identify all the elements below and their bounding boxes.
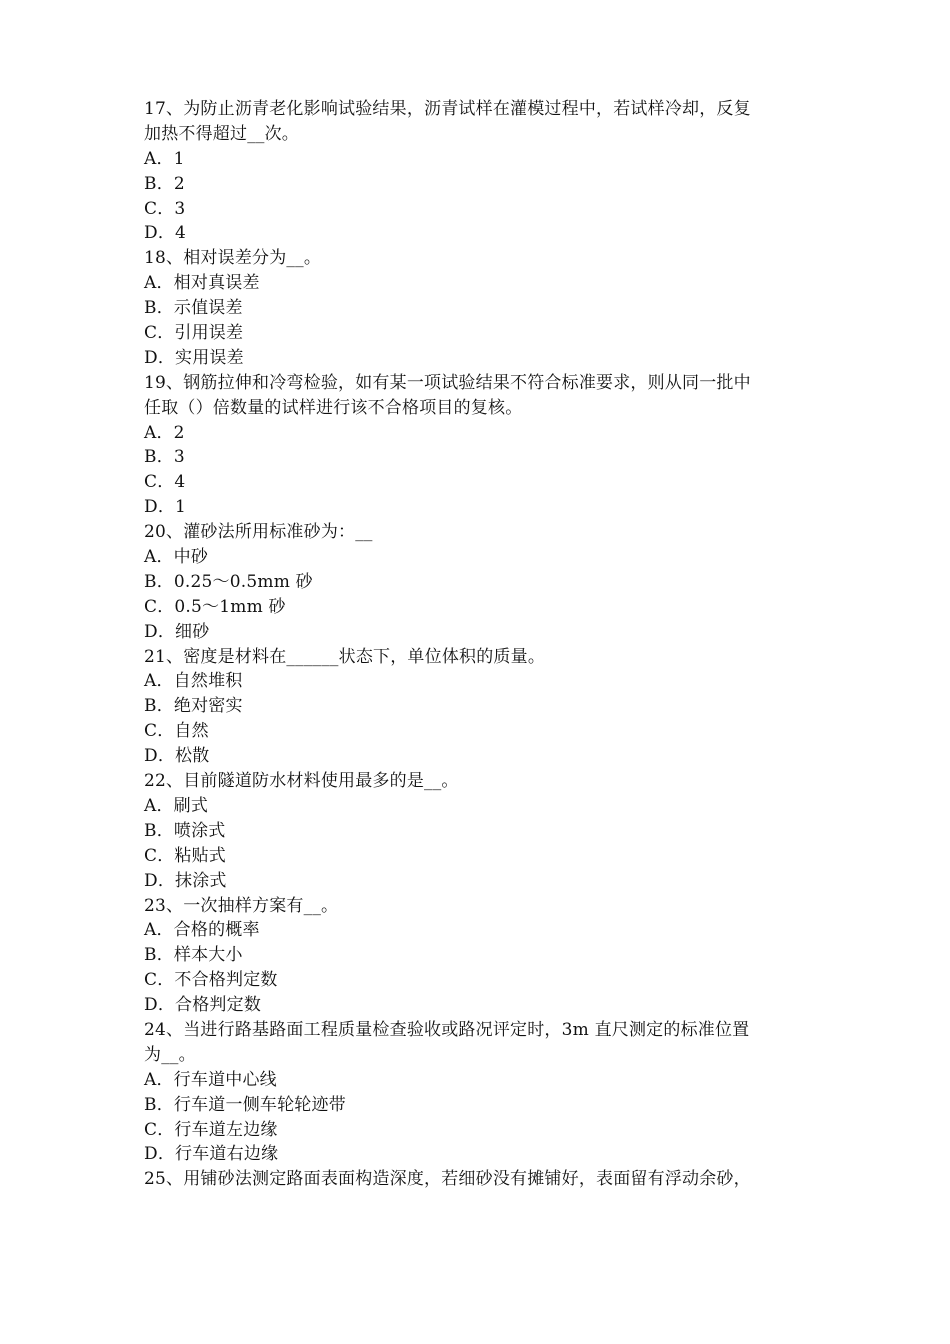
answer-option: C．粘贴式: [144, 845, 227, 866]
question-block: [144, 371, 824, 520]
question-list: [144, 97, 824, 1192]
answer-option: B．2: [144, 173, 185, 194]
answer-option: D．4: [144, 223, 187, 244]
answer-option: A．刷式: [144, 795, 209, 816]
answer-option: B．示值误差: [144, 298, 243, 319]
question-block: [144, 246, 824, 370]
question-stem-line: 为__。: [144, 1044, 196, 1065]
question-block: [144, 520, 824, 644]
answer-option: C．引用误差: [144, 323, 244, 344]
answer-option: B．0.25～0.5mm 砂: [144, 571, 313, 592]
question-stem-line: 25、用铺砂法测定路面表面构造深度，若细砂没有摊铺好，表面留有浮动余砂，: [144, 1169, 751, 1190]
answer-option: C．0.5～1mm 砂: [144, 596, 286, 617]
answer-option: B．样本大小: [144, 945, 243, 966]
question-stem-line: 20、灌砂法所用标准砂为：__: [144, 522, 373, 543]
question-block: [144, 1167, 824, 1192]
answer-option: A．中砂: [144, 547, 209, 568]
answer-option: D．松散: [144, 746, 210, 767]
question-stem-line: 21、密度是材料在______状态下，单位体积的质量。: [144, 646, 546, 667]
answer-option: D．行车道右边缘: [144, 1144, 279, 1165]
answer-option: D．细砂: [144, 621, 210, 642]
answer-option: D．实用误差: [144, 347, 244, 368]
question-block: [144, 1018, 824, 1167]
answer-option: B．3: [144, 447, 185, 468]
answer-option: B．行车道一侧车轮轮迹带: [144, 1094, 346, 1115]
answer-option: A．行车道中心线: [144, 1069, 277, 1090]
question-block: [144, 645, 824, 769]
answer-option: A．2: [144, 422, 185, 443]
question-stem-line: 17、为防止沥青老化影响试验结果，沥青试样在灌模过程中，若试样冷却，反复: [144, 99, 751, 119]
answer-option: B．喷涂式: [144, 820, 226, 841]
question-block: [144, 894, 824, 1018]
question-stem-line: 加热不得超过__次。: [144, 123, 299, 144]
answer-option: B．绝对密实: [144, 696, 243, 717]
question-stem-line: 22、目前隧道防水材料使用最多的是__。: [144, 771, 459, 792]
answer-option: A．合格的概率: [144, 920, 260, 941]
answer-option: C．行车道左边缘: [144, 1119, 278, 1140]
answer-option: A．自然堆积: [144, 671, 243, 692]
answer-option: D．合格判定数: [144, 995, 262, 1016]
question-block: [144, 769, 824, 893]
answer-option: D．1: [144, 497, 187, 518]
answer-option: A．相对真误差: [144, 273, 260, 294]
answer-option: C．自然: [144, 721, 209, 742]
question-block: [144, 97, 824, 246]
answer-option: C．4: [144, 472, 186, 493]
question-stem-line: 任取（）倍数量的试样进行该不合格项目的复核。: [144, 397, 523, 418]
question-stem-line: 24、当进行路基路面工程质量检查验收或路况评定时，3m 直尺测定的标准位置: [144, 1019, 750, 1040]
question-stem-line: 23、一次抽样方案有__。: [144, 895, 339, 916]
question-stem-line: 18、相对误差分为__。: [144, 248, 322, 269]
answer-option: C．不合格判定数: [144, 970, 278, 991]
question-stem-line: 19、钢筋拉伸和冷弯检验，如有某一项试验结果不符合标准要求，则从同一批中: [144, 372, 751, 393]
answer-option: C．3: [144, 198, 186, 219]
answer-option: A．1: [144, 148, 185, 169]
answer-option: D．抹涂式: [144, 870, 227, 891]
